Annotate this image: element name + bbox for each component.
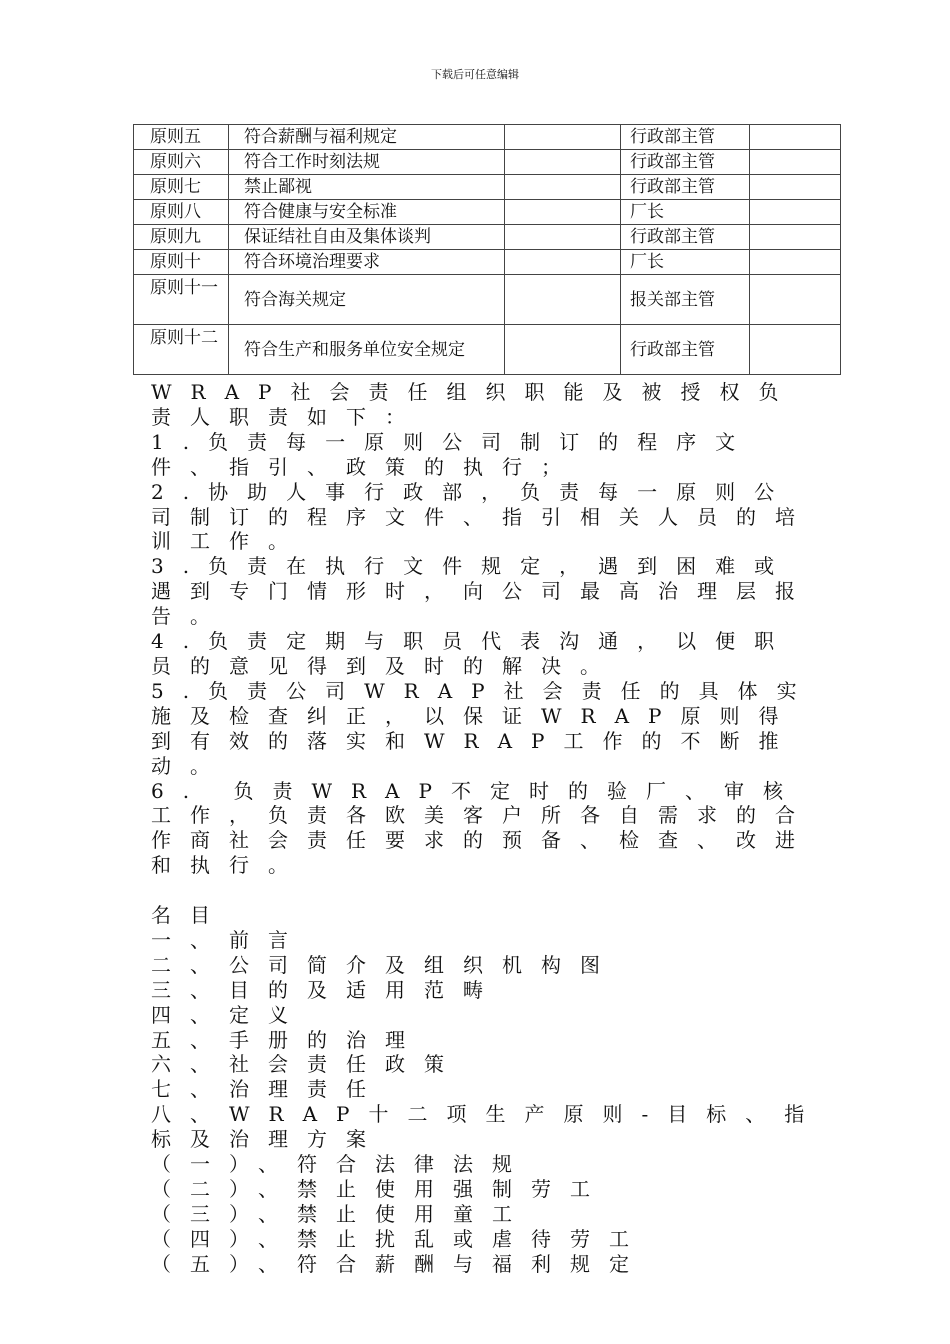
principle-cell: 原则六	[134, 150, 229, 175]
owner-cell: 行政部主管	[621, 175, 750, 200]
extra-cell	[750, 150, 841, 175]
toc-item: （五）、符合薪酬与福利规定	[151, 1251, 648, 1276]
principle-cell: 原则十二	[134, 325, 229, 375]
toc-item: 八、WRAP十二项生产原则-目标、指标及治理方案	[151, 1102, 824, 1152]
owner-cell: 厂长	[621, 250, 750, 275]
toc-item: （二）、禁止使用强制劳工	[151, 1176, 609, 1201]
duty-item: 2.协助人事行政部，负责每一原则公司制订的程序文件、指引相关人员的培训工作。	[151, 479, 814, 554]
principles-table	[133, 124, 841, 375]
duty-item: 3.负责在执行文件规定，遇到困难或遇到专门情形时，向公司最高治理层报告。	[151, 554, 814, 629]
toc-item: 一、前言	[151, 927, 307, 952]
content-cell: 符合薪酬与福利规定	[229, 125, 505, 150]
table-row	[134, 150, 841, 175]
blank-cell	[505, 125, 621, 150]
table-row	[134, 275, 841, 325]
table-row	[134, 250, 841, 275]
owner-cell: 报关部主管	[621, 275, 750, 325]
toc-item: （一）、符合法律法规	[151, 1152, 531, 1177]
document-body	[151, 380, 831, 1277]
table-row	[134, 175, 841, 200]
content-cell: 禁止鄙视	[229, 175, 505, 200]
toc-item: 四、定义	[151, 1002, 307, 1027]
principle-cell: 原则五	[134, 125, 229, 150]
toc-item: 二、公司简介及组织机构图	[151, 952, 619, 977]
toc-item: （三）、禁止使用童工	[151, 1201, 531, 1226]
content-cell: 符合环境治理要求	[229, 250, 505, 275]
principle-cell: 原则十一	[134, 275, 229, 325]
table-row	[134, 200, 841, 225]
extra-cell	[750, 250, 841, 275]
toc-item: （四）、禁止扰乱或虐待劳工	[151, 1226, 648, 1251]
blank-cell	[505, 275, 621, 325]
blank-cell	[505, 225, 621, 250]
table-row	[134, 325, 841, 375]
owner-cell: 行政部主管	[621, 225, 750, 250]
duty-item: 1.负责每一原则公司制订的程序文件、指引、政策的执行；	[151, 429, 755, 479]
extra-cell	[750, 200, 841, 225]
duty-item: 6. 负责WRAP不定时的验厂、审核工作，负责各欧美客户所各自需求的合作商社会责任要求的预备、检查、改进和执行。	[151, 778, 814, 878]
duty-item: 4.负责定期与职员代表沟通，以便职员的意见得到及时的解决。	[151, 629, 794, 678]
principle-cell: 原则七	[134, 175, 229, 200]
content-cell: 符合生产和服务单位安全规定	[229, 325, 505, 375]
page-header-note: 下载后可任意编辑	[431, 68, 519, 81]
content-cell: 符合健康与安全标准	[229, 200, 505, 225]
extra-cell	[750, 125, 841, 150]
table-row	[134, 225, 841, 250]
principle-cell: 原则九	[134, 225, 229, 250]
extra-cell	[750, 225, 841, 250]
principle-cell: 原则十	[134, 250, 229, 275]
blank-cell	[505, 150, 621, 175]
owner-cell: 行政部主管	[621, 125, 750, 150]
principle-cell: 原则八	[134, 200, 229, 225]
owner-cell: 行政部主管	[621, 150, 750, 175]
toc-item: 五、手册的治理	[151, 1027, 424, 1052]
duty-item: 5.负责公司WRAP社会责任的具体实施及检查纠正，以保证WRAP原则得到有效的落实和WRAP工作的不断推动。	[151, 678, 816, 778]
blank-cell	[505, 325, 621, 375]
toc-item: 三、目的及适用范畴	[151, 977, 502, 1002]
spacer	[151, 878, 831, 903]
toc-item: 七、治理责任	[151, 1077, 385, 1102]
content-cell: 保证结社自由及集体谈判	[229, 225, 505, 250]
owner-cell: 行政部主管	[621, 325, 750, 375]
extra-cell	[750, 325, 841, 375]
blank-cell	[505, 200, 621, 225]
blank-cell	[505, 175, 621, 200]
owner-cell: 厂长	[621, 200, 750, 225]
extra-cell	[750, 275, 841, 325]
content-cell: 符合工作时刻法规	[229, 150, 505, 175]
toc-item: 六、社会责任政策	[151, 1052, 463, 1077]
toc-title: 名目	[151, 903, 229, 928]
table-row	[134, 125, 841, 150]
blank-cell	[505, 250, 621, 275]
duties-intro: WRAP社会责任组织职能及被授权负责人职责如下：	[151, 380, 798, 429]
extra-cell	[750, 175, 841, 200]
content-cell: 符合海关规定	[229, 275, 505, 325]
